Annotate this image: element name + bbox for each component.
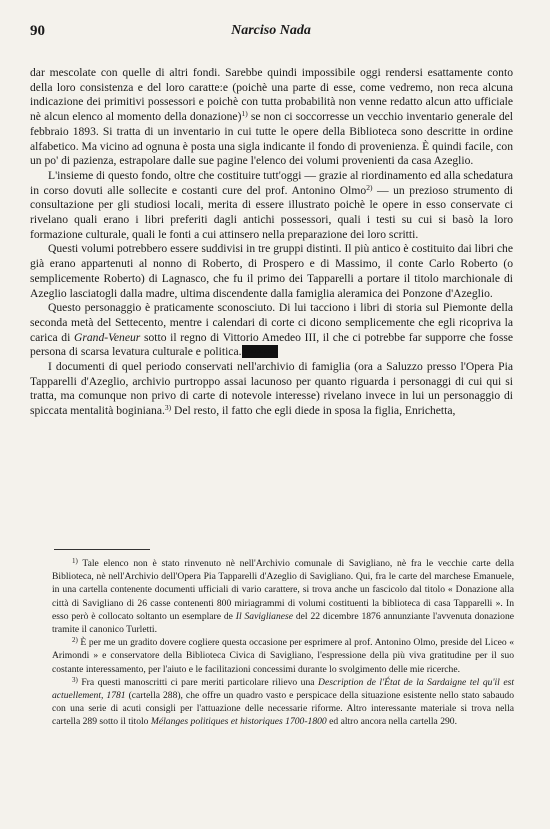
italic-text: Grand-Veneur [73, 330, 141, 344]
main-text [30, 66, 513, 419]
page-header [30, 23, 512, 45]
text-run: del 22 dicembre 1876 annunziante l'avvenuta donazione tramite il canonico Turletti. [52, 610, 515, 636]
footnote-marker: 1) [241, 109, 248, 119]
text-run: se non ci soccorresse un vecchio inventario generale del febbraio 1893. Si tratta di un inventario in cui tutte le opere della Biblioteca sono descritte in ordine alfabetico. Ma vicino ad ognuna è posta una sigla indicante il fondo di provenienza. È quindi facile, con un po' di pazienza, estrapolare dalle sue pagine l'elenco dei volumi provenienti da casa Azeglio. [30, 110, 513, 168]
paragraph-2 [30, 169, 513, 243]
italic-text: Description de l'État de la Sardaigne tel qu'il est actuellement, 1781 [52, 676, 514, 702]
paragraph-1 [30, 66, 513, 169]
text-run: sotto il regno di Vittorio Amedeo III, il che ci potrebbe far supporre che fosse persona di scarsa levatura culturale e politica. [30, 330, 513, 359]
footnote-marker: 3) [72, 675, 78, 684]
text-run: (cartella 288), che offre un quadro vasto e perspicace della situazione esistente nello stato sabaudo con una serie di acuti consigli per l'attuazione delle necessarie riforme. Altro interessante materiale si trova nella cartella 289 sotto il titolo [52, 690, 515, 728]
text-run: ed altro ancora nella cartella 290. [326, 716, 457, 728]
footnote-marker: 2) [72, 636, 78, 645]
footnote-separator [54, 549, 150, 550]
footnote-1 [52, 557, 514, 636]
text-run: Questo personaggio è praticamente sconosciuto. Di lui tacciono i libri di storia sul Piemonte della seconda metà del Settecento, mentre i calendari di corte ci dicono semplicemente che egli ricopriva la carica di [30, 301, 513, 344]
text-run: Fra questi manoscritti ci pare meriti particolare rilievo una [77, 676, 319, 688]
redaction-mark: ▪▪▪▪▪▪▪▪ [243, 345, 277, 359]
text-run: — un prezioso strumento di consultazione per gli studiosi locali, merita di essere illustrato poichè le opere in esso conservate ci rivelano quali erano i libri preferiti dagli antichi possessori, quali i testi su cui si basò la loro formazione culturale, quali le fonti a cui attinsero nella preparazione dei loro scritti. [30, 183, 514, 241]
footnote-2 [52, 636, 514, 676]
paragraph-4 [30, 301, 513, 360]
footnotes [52, 557, 514, 729]
text-run: Questi volumi potrebbero essere suddivisi in tre gruppi distinti. Il più antico è costituito dai libri che già erano appartenuti al nonno di Roberto, di Prospero e di Massimo, il conte Carlo Roberto (o semplicemente Roberto) di Lagnasco, che fu il primo dei Tapparelli a portare il titolo marchionale di Azeglio lasciatogli dalla madre, ultima discendente dalla famiglia aleramica dei Ponzone d'Azeglio. [30, 242, 513, 300]
text-run: È per me un gradito dovere cogliere questa occasione per esprimere al prof. Antonino Olmo, preside del Liceo « Arimondi » e conservatore della Biblioteca Civica di Savigliano, l'espressione della più viva gratitudine per il suo costante interessamento, per l'aiuto e le facilitazioni concessimi durante lo svolgimento delle mie ricerche. [52, 637, 514, 675]
text-run: Tale elenco non è stato rinvenuto nè nell'Archivio comunale di Savigliano, nè fra le vecchie carte della Biblioteca, nè nell'Archivio dell'Opera Pia Tapparelli d'Azeglio di Savigliano. Qui, fra le carte del marchese Emanuele, in una cartella contenente documenti ufficiali di vario carattere, si trova anche un fascicolo dal titolo « Donazione alla città di Savigliano di 26 casse contenenti 800 miriagrammi di volumi costituenti la biblioteca di casa Tapparelli ». In esso però è collocato soltanto un esemplare de [52, 558, 514, 622]
italic-text: Mélanges politiques et historiques 1700-1800 [150, 716, 327, 728]
text-run: Del resto, il fatto che egli diede in sposa la figlia, Enrichetta, [171, 404, 456, 418]
paragraph-5 [30, 360, 513, 419]
text-run: I documenti di quel periodo conservati nell'archivio di famiglia (ora a Saluzzo presso l'Opera Pia Tapparelli d'Azeglio, archivio purtroppo assai lacunoso per quanto riguarda i personaggi di cui qui si tratta, ma comunque non privo di carte di notevole interesse) rivelano invece in lui un personaggio di spiccata mentalità boginiana. [30, 360, 513, 418]
text-run: L'insieme di questo fondo, oltre che costituire tutt'oggi — grazie al riordinamento ed alla schedatura in corso dovuti alle sollecite e costanti cure del prof. Antonino Olmo [30, 168, 513, 197]
text-run: dar mescolate con quelle di altri fondi. Sarebbe quindi impossibile oggi rendersi esattamente conto della loro consistenza e del loro caratte:e (poichè una parte di esse, come vedremo, non reca alcuna indicazione dei primitivi possessori e poichè con tutta probabilità non venne redatto alcun atto ufficiale nè alcun elenco al momento della donazione) [30, 66, 513, 124]
footnote-marker: 3) [164, 403, 172, 413]
footnote-3 [52, 676, 514, 729]
italic-text: Il Saviglianese [235, 610, 293, 622]
paragraph-3 [30, 242, 513, 301]
running-title: Narciso Nada [231, 23, 311, 38]
page-number: 90 [30, 23, 45, 39]
footnote-marker: 2) [366, 182, 373, 192]
footnote-marker: 1) [72, 557, 78, 565]
